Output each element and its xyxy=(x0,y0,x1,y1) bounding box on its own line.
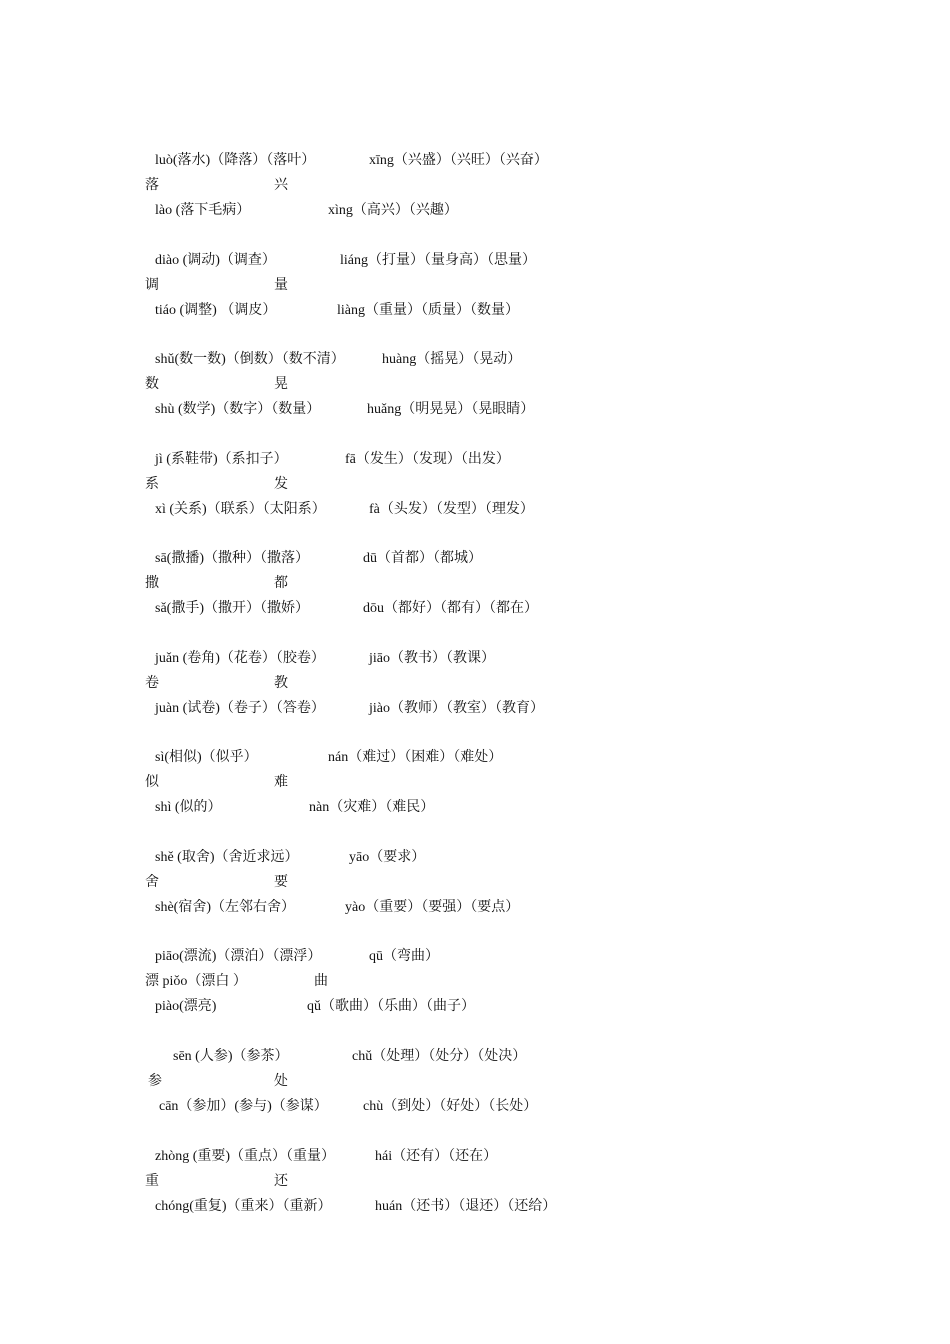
left-char: 落 xyxy=(145,178,159,193)
right-char: 还 xyxy=(274,1174,288,1189)
right-top-line: liáng（打量）（量身高）（思量） xyxy=(340,253,536,268)
left-bottom-line: tiáo (调整) （调皮） xyxy=(155,303,277,318)
left-bottom-line: shè(宿舍)（左邻右舍） xyxy=(155,900,295,915)
left-char: 舍 xyxy=(145,875,159,890)
right-top-line: qū（弯曲） xyxy=(369,949,439,964)
right-top-line: xīng（兴盛）（兴旺）（兴奋） xyxy=(369,153,548,168)
right-char: 教 xyxy=(274,676,288,691)
right-char: 处 xyxy=(274,1074,288,1089)
left-top-line: sā(撒播)（撒种）（撒落） xyxy=(155,551,309,566)
left-bottom-line: juàn (试卷)（卷子）（答卷） xyxy=(155,701,325,716)
left-char: 重 xyxy=(145,1174,159,1189)
right-bottom-line: chù（到处）（好处）（长处） xyxy=(363,1099,538,1114)
left-char: 参 xyxy=(148,1074,162,1089)
right-top-line: huàng（摇晃）（晃动） xyxy=(382,352,522,367)
left-bottom-line: shì (似的） xyxy=(155,800,222,815)
right-char: 要 xyxy=(274,875,288,890)
left-top-line: piāo(漂流)（漂泊）（漂浮） xyxy=(155,949,322,964)
right-top-line: fā（发生）（发现）（出发） xyxy=(345,452,510,467)
right-char: 发 xyxy=(274,477,288,492)
left-top-line: luò(落水)（降落）（落叶） xyxy=(155,153,316,168)
right-char: 量 xyxy=(274,278,288,293)
right-bottom-line: liàng（重量）（质量）（数量） xyxy=(337,303,519,318)
right-bottom-line: jiào（教师）（教室）（教育） xyxy=(369,701,544,716)
right-top-line: jiāo（教书）（教课） xyxy=(369,651,495,666)
right-bottom-line: fà（头发）（发型）（理发） xyxy=(369,502,534,517)
left-bottom-line: shù (数学)（数字）（数量） xyxy=(155,402,321,417)
left-bottom-line: cān（参加）(参与)（参谋） xyxy=(159,1099,328,1114)
right-bottom-line: huǎng（明晃晃）（晃眼睛） xyxy=(367,402,535,417)
right-top-line: nán（难过）（困难）（难处） xyxy=(328,750,503,765)
right-char: 兴 xyxy=(274,178,288,193)
left-top-line: sēn (人参)（参茶） xyxy=(173,1049,289,1064)
left-top-line: zhòng (重要)（重点）（重量） xyxy=(155,1149,336,1164)
right-top-line: dū（首都）（都城） xyxy=(363,551,482,566)
left-top-line: shě (取舍)（舍近求远） xyxy=(155,850,299,865)
left-bottom-line: chóng(重复)（重来）（重新） xyxy=(155,1199,332,1214)
left-top-line: diào (调动)（调查） xyxy=(155,253,276,268)
right-char: 难 xyxy=(274,775,288,790)
right-top-line: hái（还有）（还在） xyxy=(375,1149,498,1164)
left-char: 撒 xyxy=(145,576,159,591)
left-char: 数 xyxy=(145,377,159,392)
right-top-line: chǔ（处理）（处分）（处决） xyxy=(352,1049,527,1064)
right-char: 晃 xyxy=(274,377,288,392)
right-top-line: yāo（要求） xyxy=(349,850,426,865)
right-bottom-line: huán（还书）（退还）（还给） xyxy=(375,1199,557,1214)
left-top-line: jì (系鞋带)（系扣子） xyxy=(155,452,288,467)
right-bottom-line: dōu（都好）（都有）（都在） xyxy=(363,601,538,616)
left-bottom-line: sǎ(撒手)（撒开）（撒娇） xyxy=(155,601,309,616)
left-top-line: sì(相似)（似乎） xyxy=(155,750,258,765)
left-bottom-line: piào(漂亮) xyxy=(155,999,217,1014)
left-char: 调 xyxy=(145,278,159,293)
right-bottom-line: yào（重要）（要强）（要点） xyxy=(345,900,520,915)
left-char: 漂 piǒo（漂白 ） xyxy=(145,974,247,989)
right-char: 都 xyxy=(274,576,288,591)
left-top-line: shǔ(数一数)（倒数）（数不清） xyxy=(155,352,345,367)
right-bottom-line: nàn（灾难）（难民） xyxy=(309,800,435,815)
left-char: 卷 xyxy=(145,676,159,691)
right-bottom-line: xìng（高兴）（兴趣） xyxy=(328,203,458,218)
right-char: 曲 xyxy=(314,974,328,989)
left-char: 似 xyxy=(145,775,159,790)
left-char: 系 xyxy=(145,477,159,492)
left-top-line: juǎn (卷角)（花卷）（胶卷） xyxy=(155,651,325,666)
left-bottom-line: xì (关系)（联系）（太阳系） xyxy=(155,502,326,517)
left-bottom-line: lào (落下毛病） xyxy=(155,203,251,218)
right-bottom-line: qǔ（歌曲）（乐曲）（曲子） xyxy=(307,999,475,1014)
